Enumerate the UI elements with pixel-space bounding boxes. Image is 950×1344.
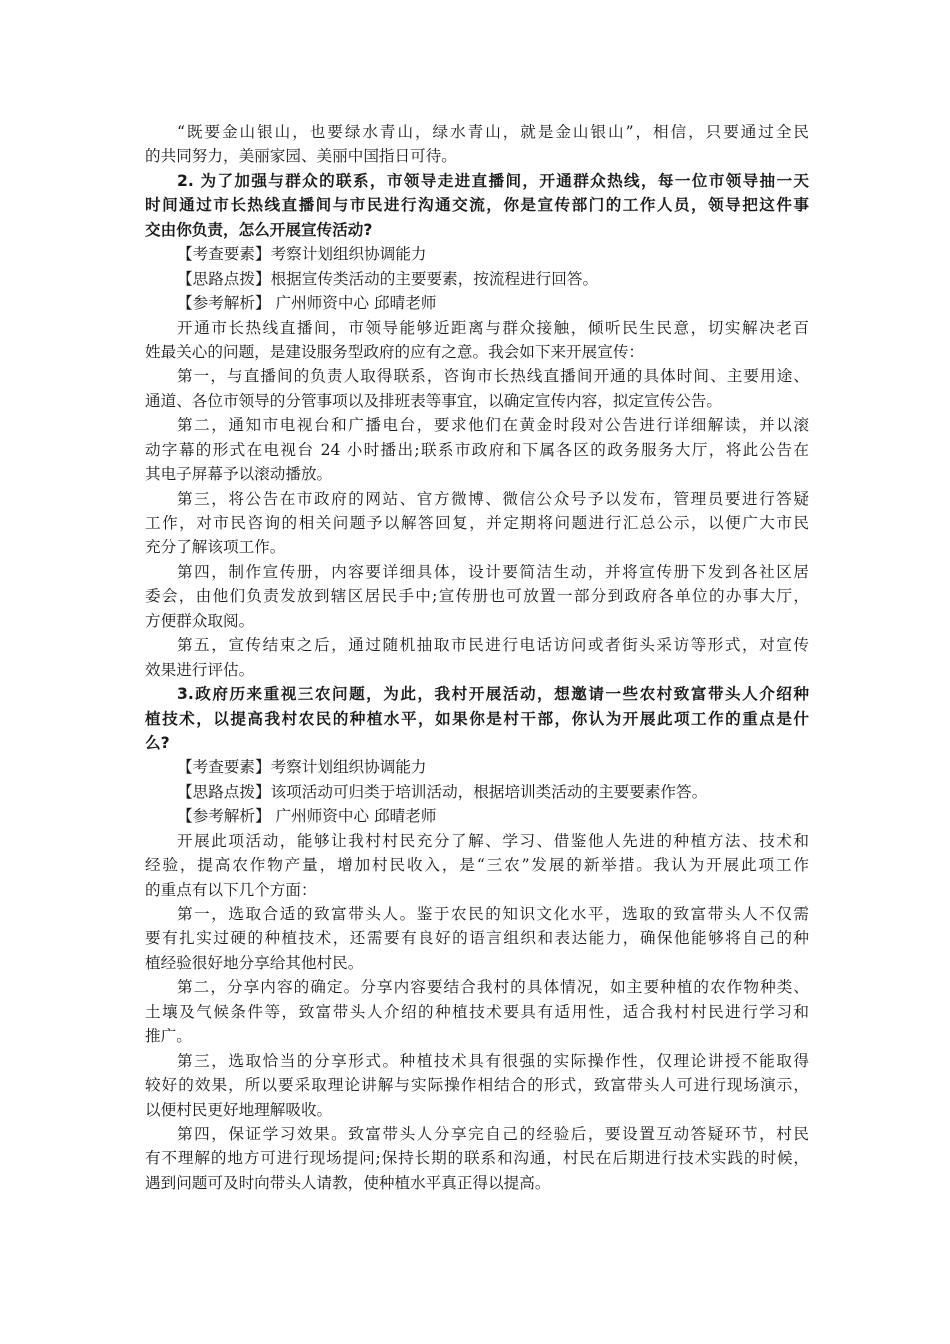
question-text-line: 植技术，以提高我村农民的种植水平，如果你是村干部，你认为开展此项工作的重点是什 (145, 709, 809, 728)
question-text-line: 2. 为了加强与群众的联系，市领导走进直播间，开通群众热线，每一位市领导抽一天 (177, 171, 809, 190)
body-text-line: 其电子屏幕予以滚动播放。 (145, 465, 333, 484)
document-page (145, 120, 809, 1195)
body-text-line: 第一，选取合适的致富带头人。鉴于农民的知识文化水平，选取的致富带头人不仅需 (177, 905, 809, 923)
body-text-line: 土壤及气候条件等，致富带头人介绍的种植技术要具有适用性，适合我村村民进行学习和 (145, 1002, 809, 1021)
body-text-line: 委会，由他们负责发放到辖区居民手中;宣传册也可放置一部分到政府各单位的办事大厅， (145, 587, 809, 606)
body-text-line: 遇到问题可及时向带头人请教，使种植水平真正得以提高。 (145, 1173, 551, 1192)
body-text-line: 的重点有以下几个方面： (145, 880, 317, 899)
body-text-line: 【思路点拨】该项活动可归类于培训活动，根据培训类活动的主要要素作答。 (177, 782, 708, 801)
body-text-line: 第四，制作宣传册，内容要详细具体，设计要简洁生动，并将宣传册下发到各社区居 (177, 562, 809, 581)
body-text-line: 效果进行评估。 (145, 660, 255, 679)
body-text-line: 经验，提高农作物产量，增加村民收入，是“三农”发展的新举措。我认为开展此项工作 (145, 856, 809, 875)
body-text-line: 第二，分享内容的确定。分享内容要结合我村的具体情况，如主要种植的农作物种类、 (177, 978, 809, 997)
body-text-line: 【考查要素】考察计划组织协调能力 (177, 758, 427, 777)
body-text-line: 植经验很好地分享给其他村民。 (145, 953, 364, 972)
body-text-line: 第二，通知市电视台和广播电台，要求他们在黄金时段对公告进行详细解读，并以滚 (177, 416, 809, 435)
body-text-line: 【参考解析】 广州师资中心 邱晴老师 (177, 294, 437, 313)
question-text-line: 交由你负责，怎么开展宣传活动? (145, 220, 373, 239)
body-text-line: “既要金山银山，也要绿水青山，绿水青山，就是金山银山”，相信，只要通过全民 (177, 123, 809, 141)
body-text-line: 第三，选取恰当的分享形式。种植技术具有很强的实际操作性，仅理论讲授不能取得 (177, 1051, 809, 1070)
body-text-line: 方便群众取阅。 (145, 611, 255, 630)
question-text-line: 么? (145, 733, 170, 752)
body-text-line: 要有扎实过硬的种植技术，还需要有良好的语言组织和表达能力，确保他能够将自己的种 (145, 929, 809, 948)
body-text-line: 较好的效果，所以要采取理论讲解与实际操作相结合的形式，致富带头人可进行现场演示， (145, 1076, 809, 1095)
body-text-line: 充分了解该项工作。 (145, 538, 286, 557)
body-text-line: 第四，保证学习效果。致富带头人分享完自己的经验后，要设置互动答疑环节，村民 (177, 1124, 809, 1143)
question-text-line: 3.政府历来重视三农问题，为此，我村开展活动，想邀请一些农村致富带头人介绍种 (177, 685, 809, 704)
question-text-line: 时间通过市长热线直播间与市民进行沟通交流，你是宣传部门的工作人员，领导把这件事 (145, 196, 809, 215)
body-text-line: 【考查要素】考察计划组织协调能力 (177, 245, 427, 264)
body-text-line: 的共同努力，美丽家园、美丽中国指日可待。 (145, 147, 457, 166)
body-text-line: 开展此项活动，能够让我村村民充分了解、学习、借鉴他人先进的种植方法、技术和 (177, 831, 809, 850)
body-text-line: 工作，对市民咨询的相关问题予以解答回复，并定期将问题进行汇总公示，以便广大市民 (145, 514, 809, 532)
body-text-line: 第五，宣传结束之后，通过随机抽取市民进行电话访问或者街头采访等形式，对宣传 (177, 636, 809, 655)
body-text-line: 开通市长热线直播间，市领导能够近距离与群众接触，倾听民生民意，切实解决老百 (177, 318, 809, 337)
body-text-line: 通道、各位市领导的分管事项以及排班表等事宜，以确定宣传内容，拟定宣传公告。 (145, 391, 722, 410)
body-text-line: 【思路点拨】根据宣传类活动的主要要素，按流程进行回答。 (177, 269, 599, 288)
body-text-line: 有不理解的地方可进行现场提问;保持长期的联系和沟通，村民在后期进行技术实践的时候， (145, 1149, 809, 1168)
body-text-line: 推广。 (145, 1027, 192, 1046)
body-text-line: 动字幕的形式在电视台 24 小时播出;联系市政府和下属各区的政务服务大厅，将此公告在 (145, 440, 809, 459)
body-text-line: 姓最关心的问题，是建设服务型政府的应有之意。我会如下来开展宣传： (145, 342, 645, 361)
body-text-line: 以便村民更好地理解吸收。 (145, 1100, 333, 1119)
body-text-line: 第三，将公告在市政府的网站、官方微博、微信公众号予以发布，管理员要进行答疑 (177, 489, 809, 508)
body-text-line: 第一，与直播间的负责人取得联系，咨询市长热线直播间开通的具体时间、主要用途、 (177, 367, 809, 386)
body-text-line: 【参考解析】 广州师资中心 邱晴老师 (177, 807, 437, 826)
